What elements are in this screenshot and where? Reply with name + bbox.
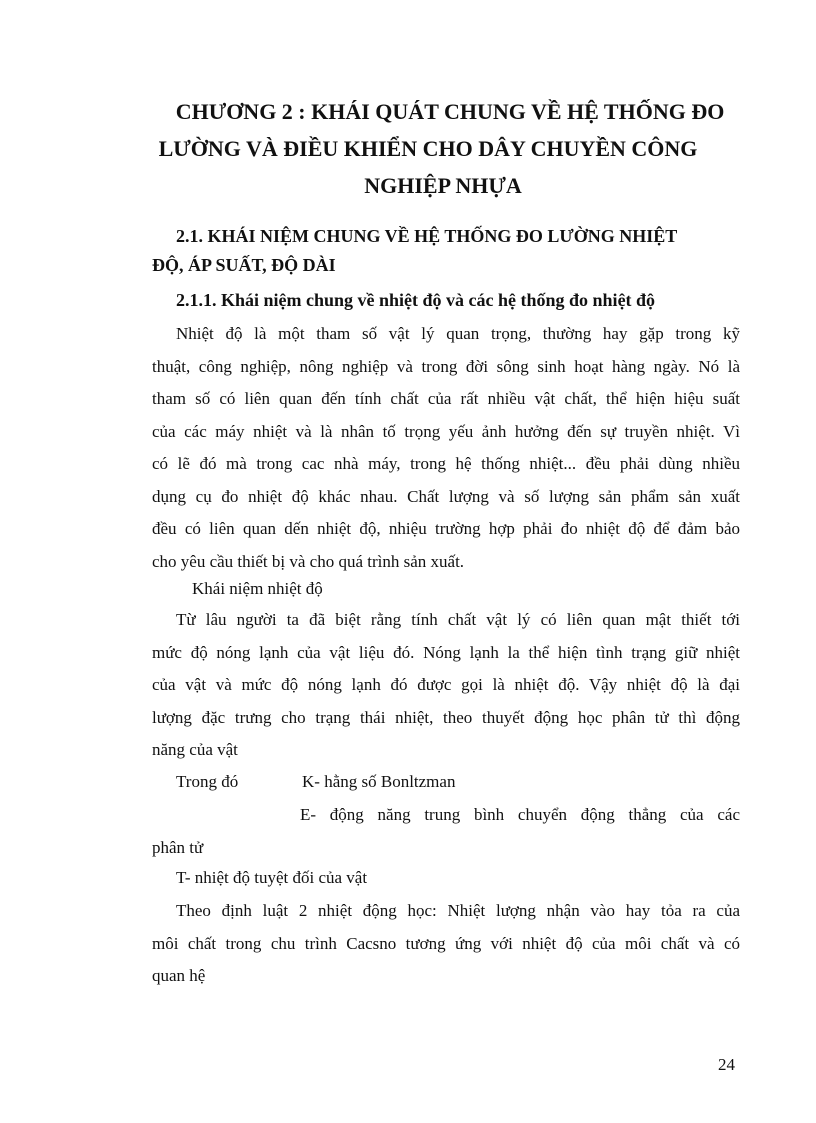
paragraph-1-line: cho yêu cầu thiết bị và cho quá trình sản xuất.	[152, 551, 465, 571]
paragraph-1-line: tham số có liên quan đến tính chất của rất nhiều vật chất, thể hiện hiệu suất	[152, 389, 740, 408]
where-label: Trong đó	[176, 772, 239, 791]
paragraph-3-line: quan hệ	[152, 966, 206, 985]
chapter-title-line-3: NGHIỆP NHỰA	[364, 173, 522, 198]
paragraph-3-line: Theo định luật 2 nhiệt động học: Nhiệt lượng nhận vào hay tỏa ra của	[176, 901, 740, 920]
e-definition-line-2: phân tử	[152, 837, 204, 857]
chapter-title-line-2: LƯỜNG VÀ ĐIỀU KHIỂN CHO DÂY CHUYỀN CÔNG	[158, 136, 698, 161]
paragraph-1-line: dụng cụ đo nhiệt độ khác nhau. Chất lượng và số lượng sản phẩm sản xuất	[152, 486, 740, 506]
e-definition	[152, 799, 740, 864]
paragraph-3	[152, 895, 740, 993]
paragraph-1	[152, 318, 740, 578]
section-heading-line-2: ĐỘ, ÁP SUẤT, ĐỘ DÀI	[152, 255, 336, 275]
subsection-heading: 2.1.1. Khái niệm chung về nhiệt độ và các hệ thống đo nhiệt độ	[176, 290, 656, 310]
k-definition: K- hằng số Bonltzman	[302, 772, 456, 791]
paragraph-3-line: môi chất trong chu trình Cacsno tương ứng với nhiệt độ của môi chất và có	[152, 933, 740, 953]
paragraph-1-line: đều có liên quan dến nhiệt độ, nhiệu trường hợp phải đo nhiệt độ để đảm bảo	[152, 519, 740, 538]
paragraph-2-line: Từ lâu người ta đã biệt rằng tính chất vật lý có liên quan mật thiết tới	[176, 610, 740, 629]
e-definition-line-1: E- động năng trung bình chuyển động thẳng của các	[300, 805, 740, 824]
chapter-title-line-1: CHƯƠNG 2 : KHÁI QUÁT CHUNG VỀ HỆ THỐNG ĐO	[175, 99, 725, 124]
concept-heading: Khái niệm nhiệt độ	[192, 579, 323, 598]
paragraph-2-line: mức độ nóng lạnh của vật liệu đó. Nóng lạnh la thể hiện tình trạng giữ nhiệt	[152, 642, 740, 662]
section-heading	[152, 222, 746, 280]
paragraph-1-line: thuật, công nghiệp, nông nghiệp và trong đời sông sinh hoạt hàng ngày. Nó là	[152, 356, 740, 376]
paragraph-2-line: của vật và mức độ nóng lạnh đó được gọi là nhiệt độ. Vậy nhiệt độ là đại	[152, 675, 740, 694]
page-number: 24	[718, 1055, 735, 1074]
paragraph-2-line: lượng đặc trưng cho trạng thái nhiệt, theo thuyết động học phân tử thì động	[152, 707, 740, 727]
t-definition: T- nhiệt độ tuyệt đối của vật	[176, 868, 368, 887]
paragraph-2-line: năng của vật	[152, 740, 238, 759]
paragraph-1-line: Nhiệt độ là một tham số vật lý quan trọng, thường hay gặp trong kỹ	[176, 324, 740, 343]
section-heading-line-1: 2.1. KHÁI NIỆM CHUNG VỀ HỆ THỐNG ĐO LƯỜNG NHIỆT	[176, 226, 678, 246]
chapter-title	[150, 93, 750, 204]
paragraph-1-line: của các máy nhiệt và là nhân tố trọng yếu ảnh hưởng đến sự truyền nhiệt. Vì	[152, 421, 740, 441]
paragraph-2	[152, 604, 740, 767]
paragraph-1-line: có lẽ đó mà trong cac nhà máy, trong hệ thống nhiệt... đều phải dùng nhiều	[152, 454, 740, 473]
